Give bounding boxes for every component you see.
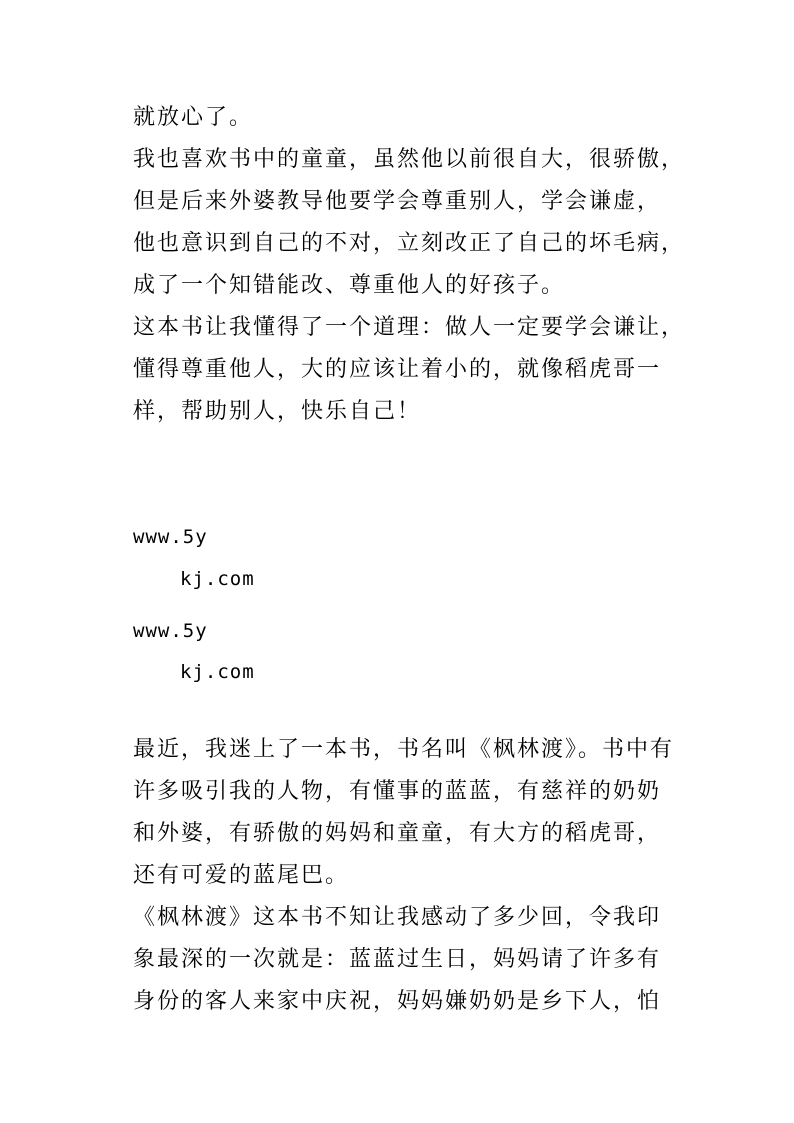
text-line: 样，帮助别人，快乐自己！ — [133, 399, 422, 424]
link-text-part2: kj.com — [180, 568, 255, 590]
text-line: 象最深的一次就是：蓝蓝过生日，妈妈请了许多有 — [133, 947, 662, 972]
text-line: 还有可爱的蓝尾巴。 — [133, 863, 350, 888]
text-line: 《枫林渡》这本书不知让我感动了多少回，令我印 — [133, 905, 662, 930]
link-text-part1: www.5y — [133, 620, 208, 642]
text-line: 这本书让我懂得了一个道理：做人一定要学会谦让， — [133, 315, 686, 340]
text-line: 懂得尊重他人，大的应该让着小的，就像稻虎哥一 — [133, 357, 662, 382]
text-line: 他也意识到自己的不对，立刻改正了自己的坏毛病， — [133, 231, 686, 256]
text-line: 就放心了。 — [133, 105, 254, 130]
text-line: 我也喜欢书中的童童，虽然他以前很自大，很骄傲， — [133, 147, 686, 172]
text-line: 但是后来外婆教导他要学会尊重别人，学会谦虚， — [133, 189, 662, 214]
text-line: 许多吸引我的人物，有懂事的蓝蓝，有慈祥的奶奶 — [133, 779, 662, 804]
text-line: 成了一个知错能改、尊重他人的好孩子。 — [133, 273, 566, 298]
text-line: 最近，我迷上了一本书，书名叫《枫林渡》。书中有 — [133, 737, 675, 762]
link-text-part2: kj.com — [180, 661, 255, 683]
link-text-part1: www.5y — [133, 526, 208, 548]
text-line: 和外婆，有骄傲的妈妈和童童，有大方的稻虎哥， — [133, 821, 662, 846]
text-line: 身份的客人来家中庆祝，妈妈嫌奶奶是乡下人，怕 — [133, 989, 662, 1014]
